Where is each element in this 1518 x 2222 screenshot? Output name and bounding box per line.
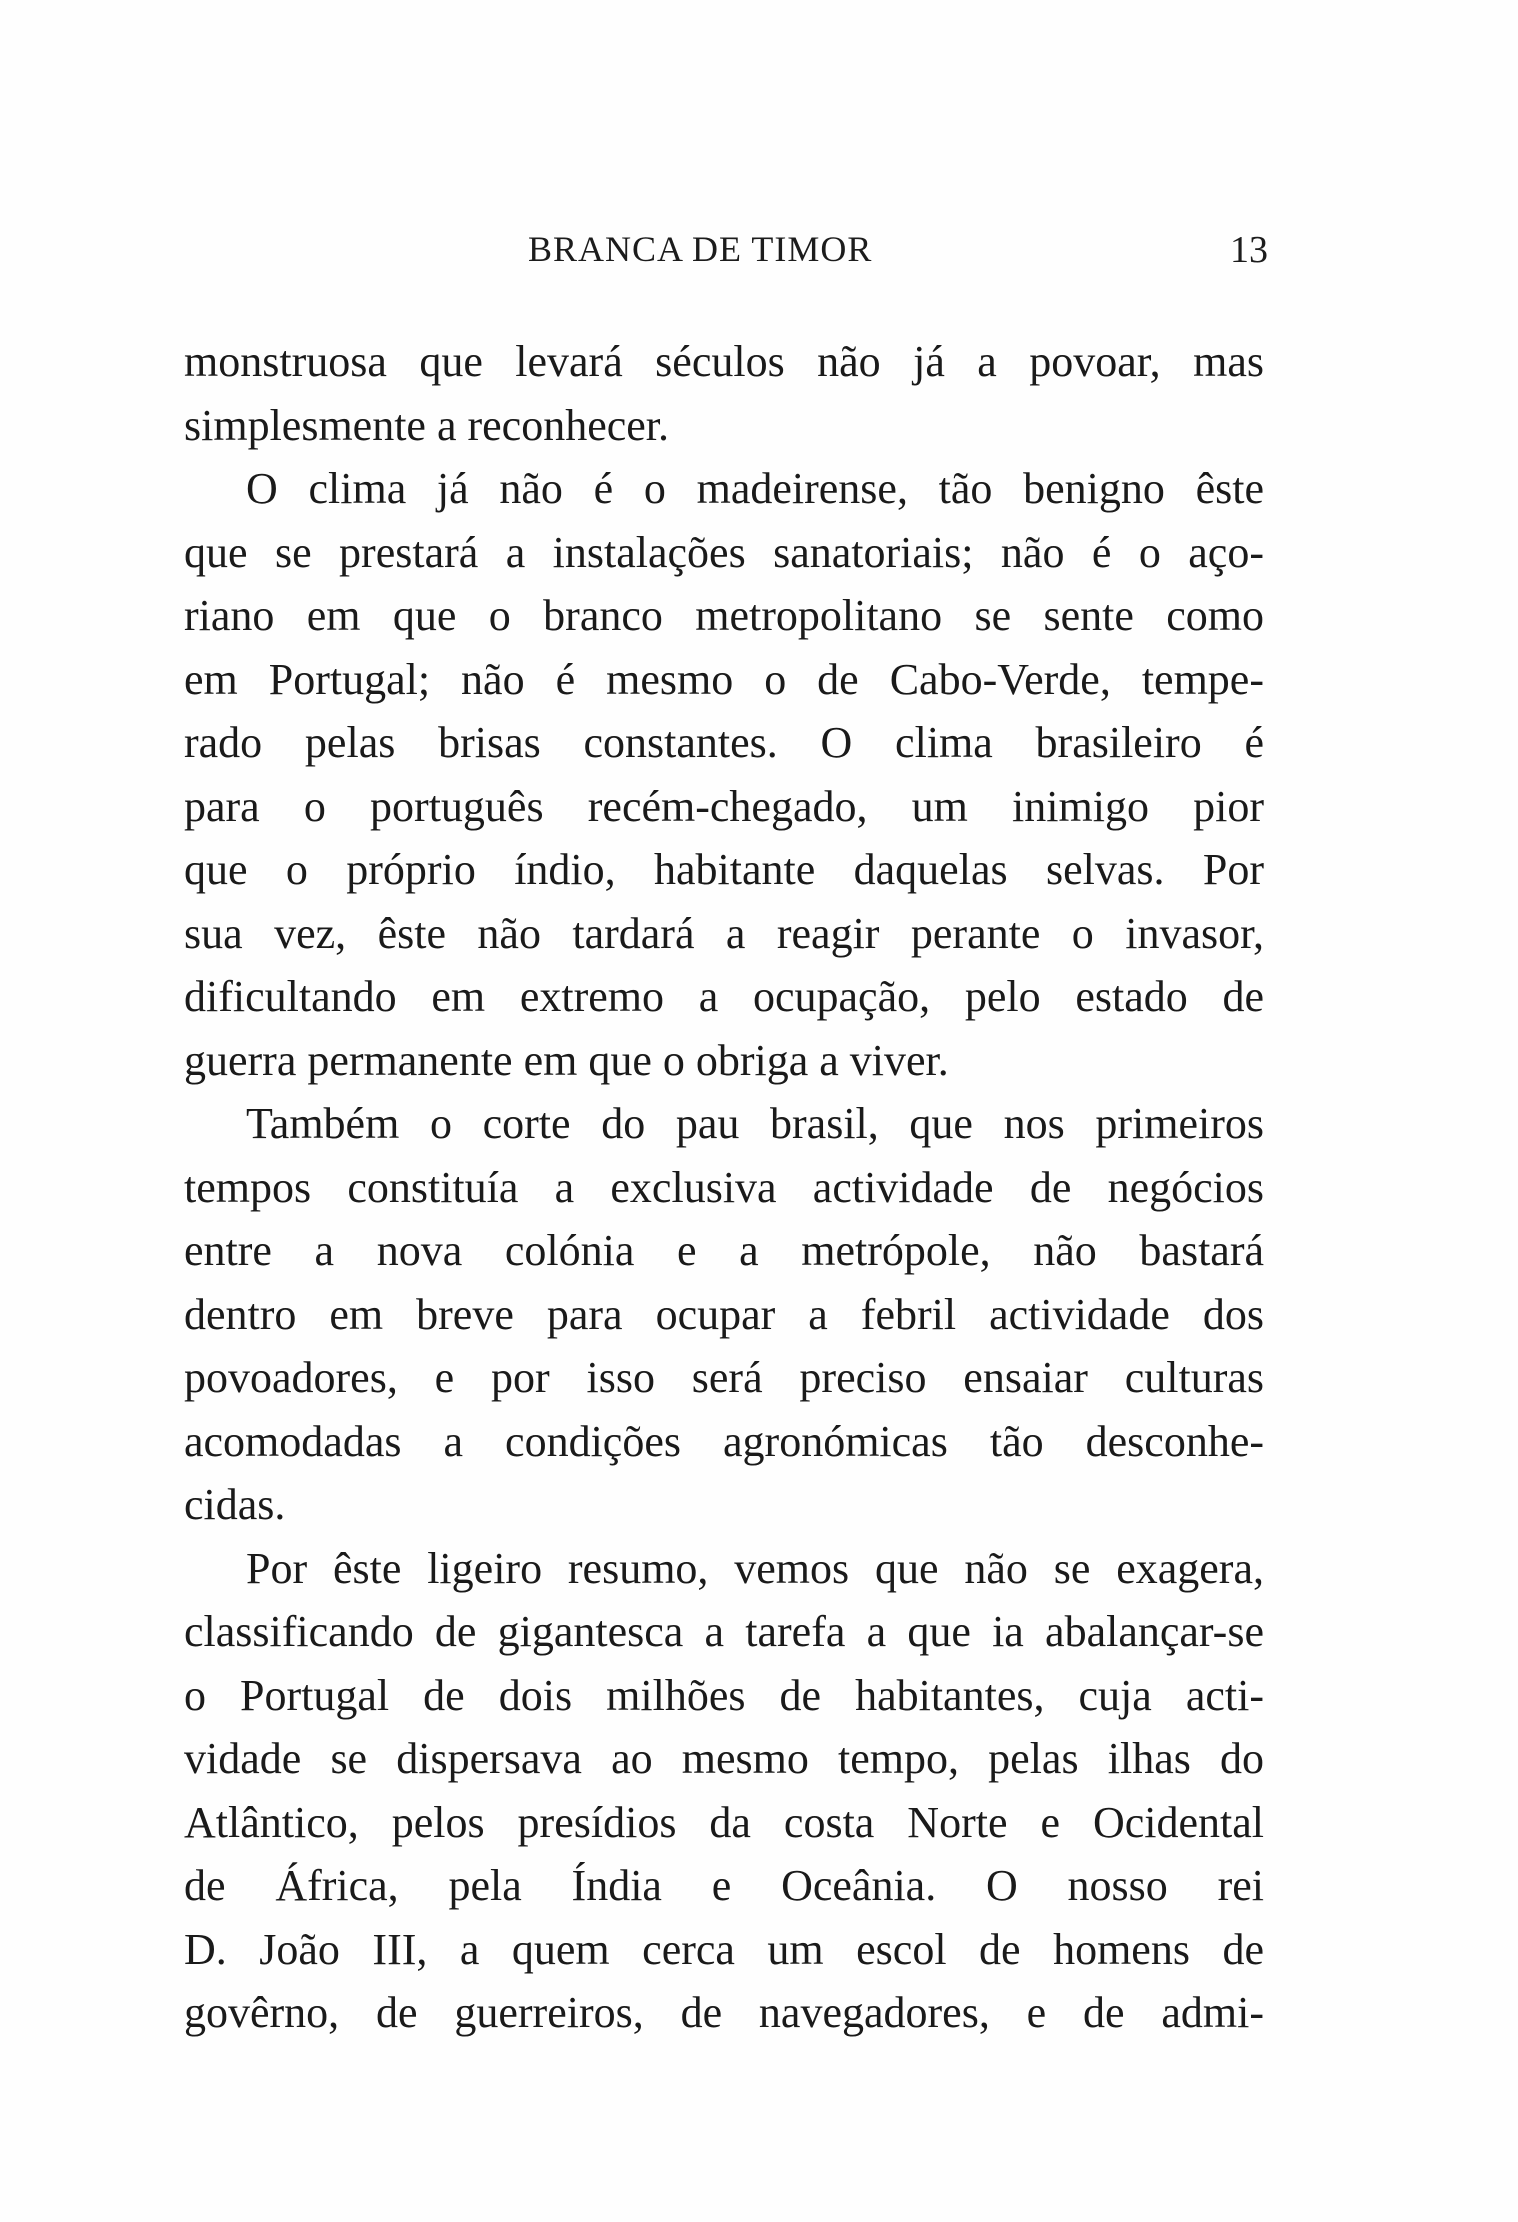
text-line: em Portugal; não é mesmo o de Cabo-Verde, tempe- bbox=[184, 654, 1264, 704]
paragraph-3 bbox=[184, 1092, 1264, 1537]
text-line: O clima já não é o madeirense, tão benigno êste bbox=[246, 464, 1264, 513]
text-line: sua vez, êste não tardará a reagir perante o invasor, bbox=[184, 908, 1264, 958]
text-line: de África, pela Índia e Oceânia. O nosso rei bbox=[184, 1861, 1264, 1910]
running-title: BRANCA DE TIMOR bbox=[528, 229, 873, 269]
paragraph-4 bbox=[184, 1537, 1264, 2045]
paragraph-1 bbox=[184, 330, 1264, 457]
text-line: dentro em breve para ocupar a febril actividade dos bbox=[184, 1289, 1264, 1339]
text-line: Também o corte do pau brasil, que nos primeiros bbox=[246, 1099, 1264, 1148]
text-line: dificultando em extremo a ocupação, pelo estado de bbox=[184, 972, 1264, 1021]
text-line: para o português recém-chegado, um inimigo pior bbox=[184, 781, 1264, 831]
text-line: cidas. bbox=[184, 1480, 286, 1529]
text-line: acomodadas a condições agronómicas tão desconhe- bbox=[184, 1416, 1264, 1466]
text-line: que o próprio índio, habitante daquelas selvas. Por bbox=[184, 845, 1264, 894]
text-line: que se prestará a instalações sanatoriais; não é o aço- bbox=[184, 527, 1264, 577]
text-line: povoadores, e por isso será preciso ensaiar culturas bbox=[184, 1353, 1264, 1402]
text-line: vidade se dispersava ao mesmo tempo, pelas ilhas do bbox=[184, 1734, 1264, 1783]
text-line: monstruosa que levará séculos não já a povoar, mas bbox=[184, 337, 1264, 386]
text-line: tempos constituía a exclusiva actividade de negócios bbox=[184, 1162, 1264, 1212]
text-line: o Portugal de dois milhões de habitantes, cuja acti- bbox=[184, 1670, 1264, 1720]
text-line: govêrno, de guerreiros, de navegadores, e de admi- bbox=[184, 1988, 1264, 2037]
text-line: riano em que o branco metropolitano se sente como bbox=[184, 591, 1264, 640]
page-number: 13 bbox=[1230, 229, 1268, 271]
text-line: D. João III, a quem cerca um escol de homens de bbox=[184, 1924, 1264, 1974]
paragraph-2 bbox=[184, 457, 1264, 1092]
text-line: Atlântico, pelos presídios da costa Norte e Ocidental bbox=[184, 1797, 1264, 1847]
text-line: guerra permanente em que o obriga a viver. bbox=[184, 1035, 949, 1085]
text-line: rado pelas brisas constantes. O clima brasileiro é bbox=[184, 718, 1264, 767]
text-line: classificando de gigantesca a tarefa a que ia abalançar-se bbox=[184, 1607, 1264, 1656]
body-text bbox=[184, 330, 1264, 2045]
text-line: simplesmente a reconhecer. bbox=[184, 400, 670, 450]
text-line: entre a nova colónia e a metrópole, não bastará bbox=[184, 1226, 1264, 1275]
text-line: Por êste ligeiro resumo, vemos que não se exagera, bbox=[246, 1543, 1264, 1593]
